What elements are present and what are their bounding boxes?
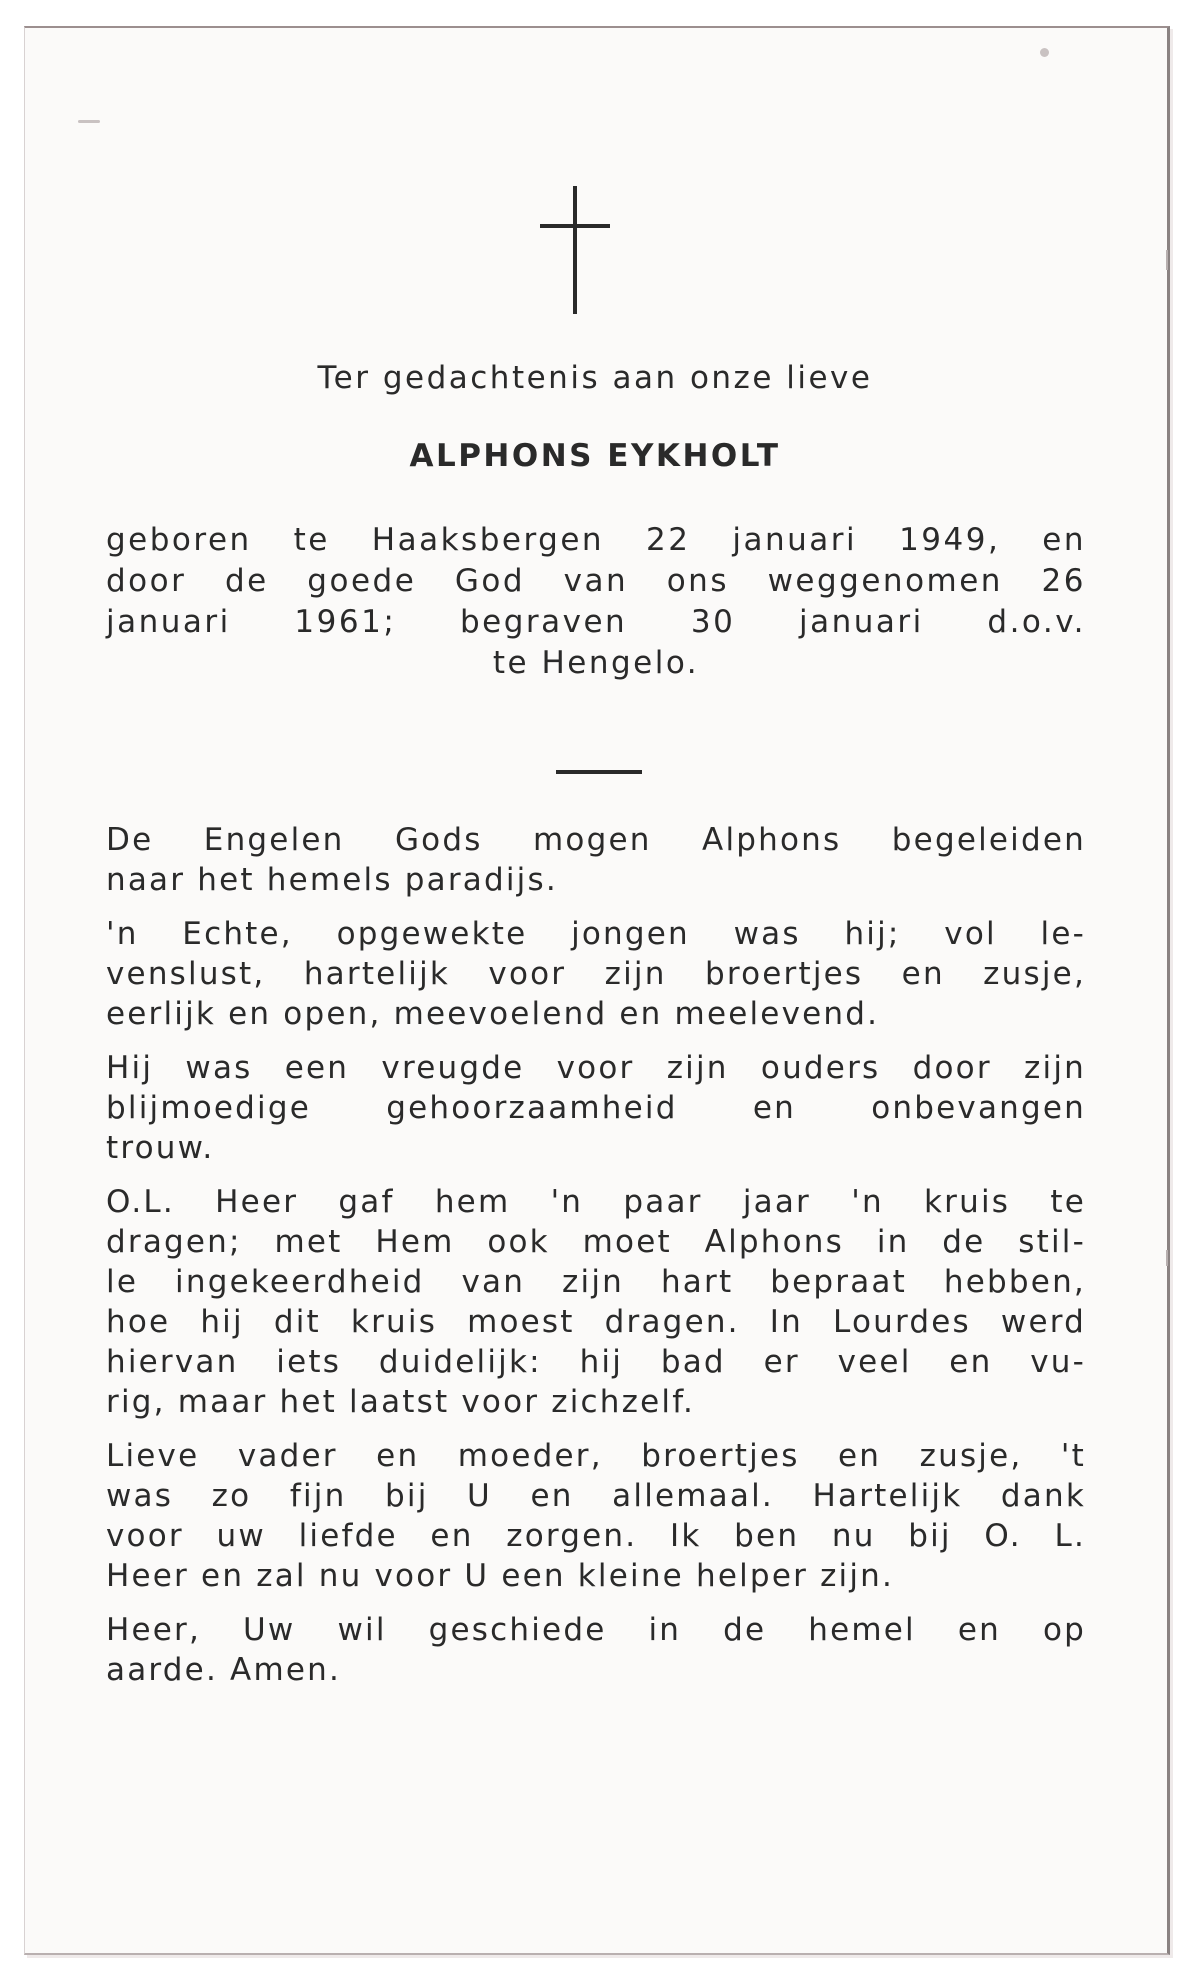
text-line: Heer, Uw wil geschiede in de hemel en op <box>106 1612 1086 1648</box>
edge-mark <box>1166 250 1168 270</box>
paragraph <box>106 914 1086 1034</box>
dates-line: geboren te Haaksbergen 22 januari 1949, en <box>106 522 1086 558</box>
dates-line-place: te Hengelo. <box>492 645 700 681</box>
text-line: eerlijk en open, meevoelend en meelevend. <box>106 996 880 1032</box>
cross-icon <box>540 186 610 314</box>
text-line: venslust, hartelijk voor zijn broertjes en zusje, <box>106 956 1086 992</box>
text-line: hoe hij dit kruis moest dragen. In Lourdes werd <box>106 1304 1086 1340</box>
text-line: O.L. Heer gaf hem 'n paar jaar 'n kruis te <box>106 1184 1086 1220</box>
text-line: hiervan iets duidelijk: hij bad er veel en vu- <box>106 1344 1086 1380</box>
paper-speck <box>78 120 100 123</box>
text-line: blijmoedige gehoorzaamheid en onbevangen <box>106 1090 1086 1126</box>
divider <box>556 770 642 774</box>
text-line: rig, maar het laatst voor zichzelf. <box>106 1384 696 1420</box>
text-line: naar het hemels paradijs. <box>106 862 558 898</box>
text-line: Lieve vader en moeder, broertjes en zusje, 't <box>106 1438 1086 1474</box>
paragraph <box>106 1610 1086 1690</box>
text-line: dragen; met Hem ook moet Alphons in de stil- <box>106 1224 1086 1260</box>
text-line: De Engelen Gods mogen Alphons begeleiden <box>106 822 1086 858</box>
text-line: was zo fijn bij U en allemaal. Hartelijk dank <box>106 1478 1086 1514</box>
text-line: trouw. <box>106 1130 215 1166</box>
dates-line: door de goede God van ons weggenomen 26 <box>106 563 1086 599</box>
text-line: Heer en zal nu voor U een kleine helper zijn. <box>106 1558 895 1594</box>
text-line: le ingekeerdheid van zijn hart bepraat hebben, <box>106 1264 1086 1300</box>
deceased-name: ALPHONS EYKHOLT <box>409 438 781 474</box>
intro-line: Ter gedachtenis aan onze lieve <box>317 360 873 396</box>
text-line: voor uw liefde en zorgen. Ik ben nu bij O. L. <box>106 1518 1086 1554</box>
paragraph <box>106 1048 1086 1168</box>
dates-block <box>106 520 1086 684</box>
paragraph <box>106 1182 1086 1422</box>
text-line: 'n Echte, opgewekte jongen was hij; vol le- <box>106 916 1086 952</box>
memorial-text <box>106 820 1086 1704</box>
paper-speck <box>1040 48 1049 57</box>
text-line: Hij was een vreugde voor zijn ouders door zijn <box>106 1050 1086 1086</box>
paragraph <box>106 820 1086 900</box>
edge-mark <box>1166 1250 1168 1266</box>
paragraph <box>106 1436 1086 1596</box>
text-line: aarde. Amen. <box>106 1652 342 1688</box>
dates-line: januari 1961; begraven 30 januari d.o.v. <box>106 604 1086 640</box>
